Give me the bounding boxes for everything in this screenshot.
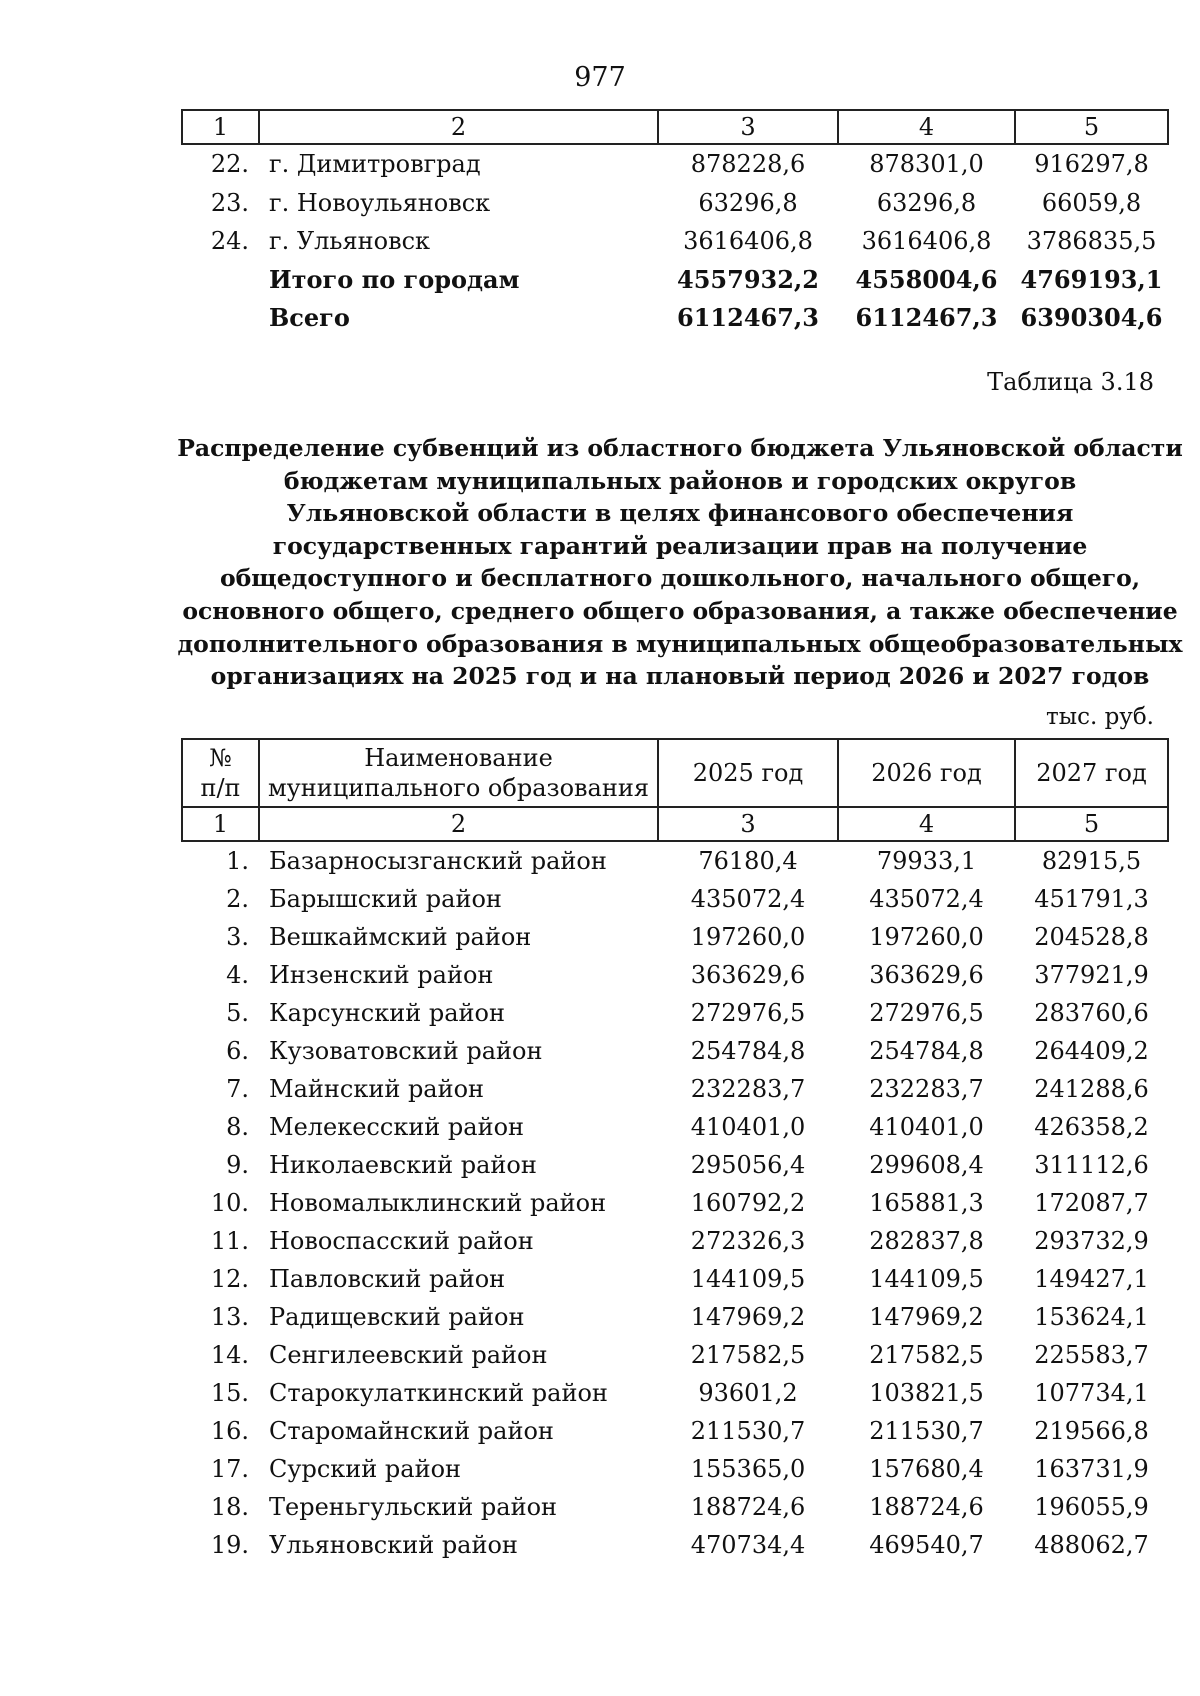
value-2026: 63296,8 — [876, 188, 977, 217]
table-row — [182, 1374, 1168, 1412]
value-2027: 6390304,6 — [1020, 303, 1163, 333]
table-row — [182, 994, 1168, 1032]
row-number: 24. — [210, 227, 249, 256]
header-number — [182, 739, 259, 807]
value-2027: 311112,6 — [1034, 1151, 1149, 1179]
municipality-name: г. Новоульяновск — [269, 188, 491, 217]
row-number: 7. — [226, 1075, 249, 1103]
value-2027: 82915,5 — [1041, 847, 1142, 875]
value-2025: 272976,5 — [690, 999, 806, 1027]
table-row — [182, 1146, 1168, 1184]
title-line: бюджетам муниципальных районов и городских округов — [283, 466, 1077, 495]
municipality-name: Вешкаймский район — [269, 923, 532, 951]
value-2027: 426358,2 — [1034, 1113, 1149, 1141]
column-number: 1 — [182, 110, 259, 144]
table-row — [182, 1260, 1168, 1298]
value-2026: 197260,0 — [869, 923, 984, 951]
value-2025: 272326,3 — [690, 1227, 806, 1255]
value-2025: 3616406,8 — [683, 227, 813, 256]
value-2026: 144109,5 — [869, 1265, 984, 1293]
value-2027: 264409,2 — [1034, 1037, 1149, 1065]
value-2025: 76180,4 — [698, 847, 798, 875]
title-line: организациях на 2025 год и на плановый период 2026 и 2027 годов — [210, 662, 1150, 691]
header-row — [182, 739, 1168, 807]
value-2026: 147969,2 — [869, 1303, 984, 1331]
table-caption: Таблица 3.18 — [987, 368, 1154, 396]
title-line: Ульяновской области в целях финансового обеспечения — [286, 499, 1074, 528]
value-2025: 410401,0 — [690, 1113, 806, 1141]
header-name — [259, 739, 658, 807]
municipality-name: Всего — [269, 303, 350, 333]
value-2025: 160792,2 — [690, 1189, 806, 1217]
value-2025: 217582,5 — [690, 1341, 806, 1369]
value-2026: 4558004,6 — [855, 264, 998, 294]
top-table — [181, 109, 1169, 338]
table-row — [182, 1184, 1168, 1222]
table-row — [182, 956, 1168, 994]
row-number: 2. — [226, 885, 249, 913]
title-line: государственных гарантий реализации прав на получение — [272, 531, 1088, 560]
table-row — [182, 1526, 1168, 1564]
value-2027: 377921,9 — [1034, 961, 1149, 989]
value-2027: 241288,6 — [1034, 1075, 1149, 1103]
header-2027: 2027 год — [1015, 739, 1168, 807]
value-2027: 163731,9 — [1034, 1455, 1149, 1483]
municipality-name: Карсунский район — [269, 999, 505, 1027]
title-line: общедоступного и бесплатного дошкольного, начального общего, — [219, 564, 1141, 593]
value-2027: 196055,9 — [1034, 1493, 1149, 1521]
header-number-line1: № — [209, 744, 232, 772]
municipality-name: Сурский район — [269, 1455, 462, 1483]
row-number: 4. — [226, 961, 249, 989]
row-number: 1. — [226, 847, 249, 875]
value-2025: 295056,4 — [690, 1151, 806, 1179]
value-2026: 217582,5 — [869, 1341, 984, 1369]
table-row — [182, 1336, 1168, 1374]
value-2027: 293732,9 — [1034, 1227, 1149, 1255]
units-label: тыс. руб. — [1046, 704, 1154, 730]
value-2027: 204528,8 — [1034, 923, 1149, 951]
value-2025: 435072,4 — [690, 885, 806, 913]
value-2025: 147969,2 — [690, 1303, 806, 1331]
value-2026: 6112467,3 — [855, 303, 998, 333]
row-number: 14. — [210, 1341, 249, 1369]
row-number: 15. — [210, 1379, 249, 1407]
row-number: 17. — [210, 1455, 249, 1483]
municipality-name: г. Димитровград — [269, 150, 481, 179]
value-2025: 155365,0 — [690, 1455, 806, 1483]
municipality-name: Базарносызганский район — [269, 847, 607, 875]
row-number: 19. — [210, 1531, 249, 1559]
table-row — [182, 222, 1168, 261]
table-row — [182, 880, 1168, 918]
table-row — [182, 918, 1168, 956]
value-2025: 211530,7 — [690, 1417, 806, 1445]
row-number: 10. — [210, 1189, 249, 1217]
municipality-name: Сенгилеевский район — [269, 1341, 548, 1369]
table-row — [182, 144, 1168, 184]
value-2026: 363629,6 — [869, 961, 984, 989]
column-number: 4 — [838, 110, 1015, 144]
value-2027: 172087,7 — [1034, 1189, 1149, 1217]
row-number: 22. — [210, 150, 249, 179]
header-name-line2: муниципального образования — [268, 774, 649, 802]
value-2025: 93601,2 — [698, 1379, 798, 1407]
column-number: 2 — [259, 110, 658, 144]
municipality-name: Старомайнский район — [269, 1417, 554, 1445]
value-2027: 488062,7 — [1034, 1531, 1149, 1559]
title-line: Распределение субвенций из областного бюджета Ульяновской области — [177, 434, 1183, 462]
municipality-name: Тереньгульский район — [269, 1493, 558, 1521]
value-2025: 144109,5 — [690, 1265, 806, 1293]
row-number: 5. — [226, 999, 249, 1027]
column-number: 1 — [182, 807, 259, 841]
table-title — [150, 432, 1200, 693]
row-number: 6. — [226, 1037, 249, 1065]
municipality-name: Барышский район — [269, 885, 502, 913]
row-number: 8. — [226, 1113, 249, 1141]
municipality-name: Майнский район — [269, 1075, 485, 1103]
municipality-name: Павловский район — [269, 1265, 506, 1293]
row-number: 12. — [210, 1265, 249, 1293]
value-2025: 4557932,2 — [677, 264, 819, 294]
value-2025: 63296,8 — [698, 188, 798, 217]
table-row — [182, 1488, 1168, 1526]
column-number: 5 — [1015, 110, 1168, 144]
value-2027: 66059,8 — [1041, 188, 1142, 217]
value-2026: 282837,8 — [869, 1227, 984, 1255]
value-2026: 79933,1 — [876, 847, 977, 875]
value-2025: 363629,6 — [690, 961, 806, 989]
total-row — [182, 261, 1168, 300]
main-table — [181, 738, 1169, 1564]
row-number — [182, 261, 259, 300]
column-number: 5 — [1015, 807, 1168, 841]
value-2026: 254784,8 — [869, 1037, 984, 1065]
table-row — [182, 1298, 1168, 1336]
row-number: 16. — [210, 1417, 249, 1445]
municipality-name: г. Ульяновск — [269, 227, 431, 256]
table-row — [182, 1032, 1168, 1070]
value-2026: 3616406,8 — [861, 227, 992, 256]
value-2026: 165881,3 — [869, 1189, 984, 1217]
header-name-line1: Наименование — [364, 744, 553, 772]
value-2027: 4769193,1 — [1020, 264, 1163, 294]
row-number: 18. — [210, 1493, 249, 1521]
title-line: основного общего, среднего общего образования, а также обеспечение — [182, 596, 1178, 625]
value-2026: 469540,7 — [869, 1531, 984, 1559]
value-2026: 435072,4 — [869, 885, 984, 913]
value-2025: 470734,4 — [690, 1531, 806, 1559]
table-row — [182, 1108, 1168, 1146]
value-2025: 188724,6 — [690, 1493, 806, 1521]
table-row — [182, 1222, 1168, 1260]
header-2026: 2026 год — [838, 739, 1015, 807]
value-2026: 878301,0 — [869, 150, 984, 179]
row-number: 9. — [226, 1151, 249, 1179]
value-2026: 232283,7 — [869, 1075, 984, 1103]
title-line: дополнительного образования в муниципальных общеобразовательных — [177, 629, 1183, 658]
table-row — [182, 1450, 1168, 1488]
municipality-name: Новомалыклинский район — [269, 1189, 607, 1217]
value-2025: 878228,6 — [690, 150, 806, 179]
page-number: 977 — [574, 62, 626, 93]
municipality-name: Ульяновский район — [269, 1531, 518, 1559]
value-2026: 157680,4 — [869, 1455, 984, 1483]
column-number-row — [182, 110, 1168, 144]
header-number-line2: п/п — [200, 774, 241, 802]
value-2025: 6112467,3 — [677, 303, 819, 333]
value-2025: 254784,8 — [690, 1037, 806, 1065]
municipality-name: Кузоватовский район — [269, 1037, 543, 1065]
value-2026: 410401,0 — [869, 1113, 984, 1141]
municipality-name: Новоспасский район — [269, 1227, 534, 1255]
column-number: 3 — [658, 807, 838, 841]
value-2027: 916297,8 — [1034, 150, 1149, 179]
value-2027: 219566,8 — [1034, 1417, 1149, 1445]
value-2025: 232283,7 — [690, 1075, 806, 1103]
column-number: 3 — [658, 110, 838, 144]
municipality-name: Радищевский район — [269, 1303, 525, 1331]
value-2026: 211530,7 — [869, 1417, 984, 1445]
table-row — [182, 841, 1168, 880]
row-number: 11. — [210, 1227, 249, 1255]
value-2027: 451791,3 — [1034, 885, 1149, 913]
row-number: 13. — [210, 1303, 249, 1331]
municipality-name: Старокулаткинский район — [269, 1379, 608, 1407]
value-2026: 299608,4 — [869, 1151, 984, 1179]
column-number-row — [182, 807, 1168, 841]
municipality-name: Мелекесский район — [269, 1113, 525, 1141]
value-2027: 149427,1 — [1034, 1265, 1149, 1293]
value-2027: 153624,1 — [1034, 1303, 1149, 1331]
value-2026: 103821,5 — [869, 1379, 984, 1407]
value-2026: 272976,5 — [869, 999, 984, 1027]
value-2025: 197260,0 — [690, 923, 806, 951]
table-row — [182, 1412, 1168, 1450]
value-2027: 225583,7 — [1034, 1341, 1149, 1369]
value-2027: 107734,1 — [1034, 1379, 1149, 1407]
row-number: 23. — [210, 188, 249, 217]
row-number — [182, 299, 259, 338]
header-2025: 2025 год — [658, 739, 838, 807]
total-row — [182, 299, 1168, 338]
value-2027: 283760,6 — [1034, 999, 1149, 1027]
column-number: 4 — [838, 807, 1015, 841]
row-number: 3. — [226, 923, 249, 951]
municipality-name: Итого по городам — [269, 264, 520, 294]
column-number: 2 — [259, 807, 658, 841]
table-row — [182, 1070, 1168, 1108]
value-2027: 3786835,5 — [1026, 227, 1157, 256]
table-row — [182, 184, 1168, 223]
value-2026: 188724,6 — [869, 1493, 984, 1521]
municipality-name: Николаевский район — [269, 1151, 537, 1179]
municipality-name: Инзенский район — [269, 961, 494, 989]
